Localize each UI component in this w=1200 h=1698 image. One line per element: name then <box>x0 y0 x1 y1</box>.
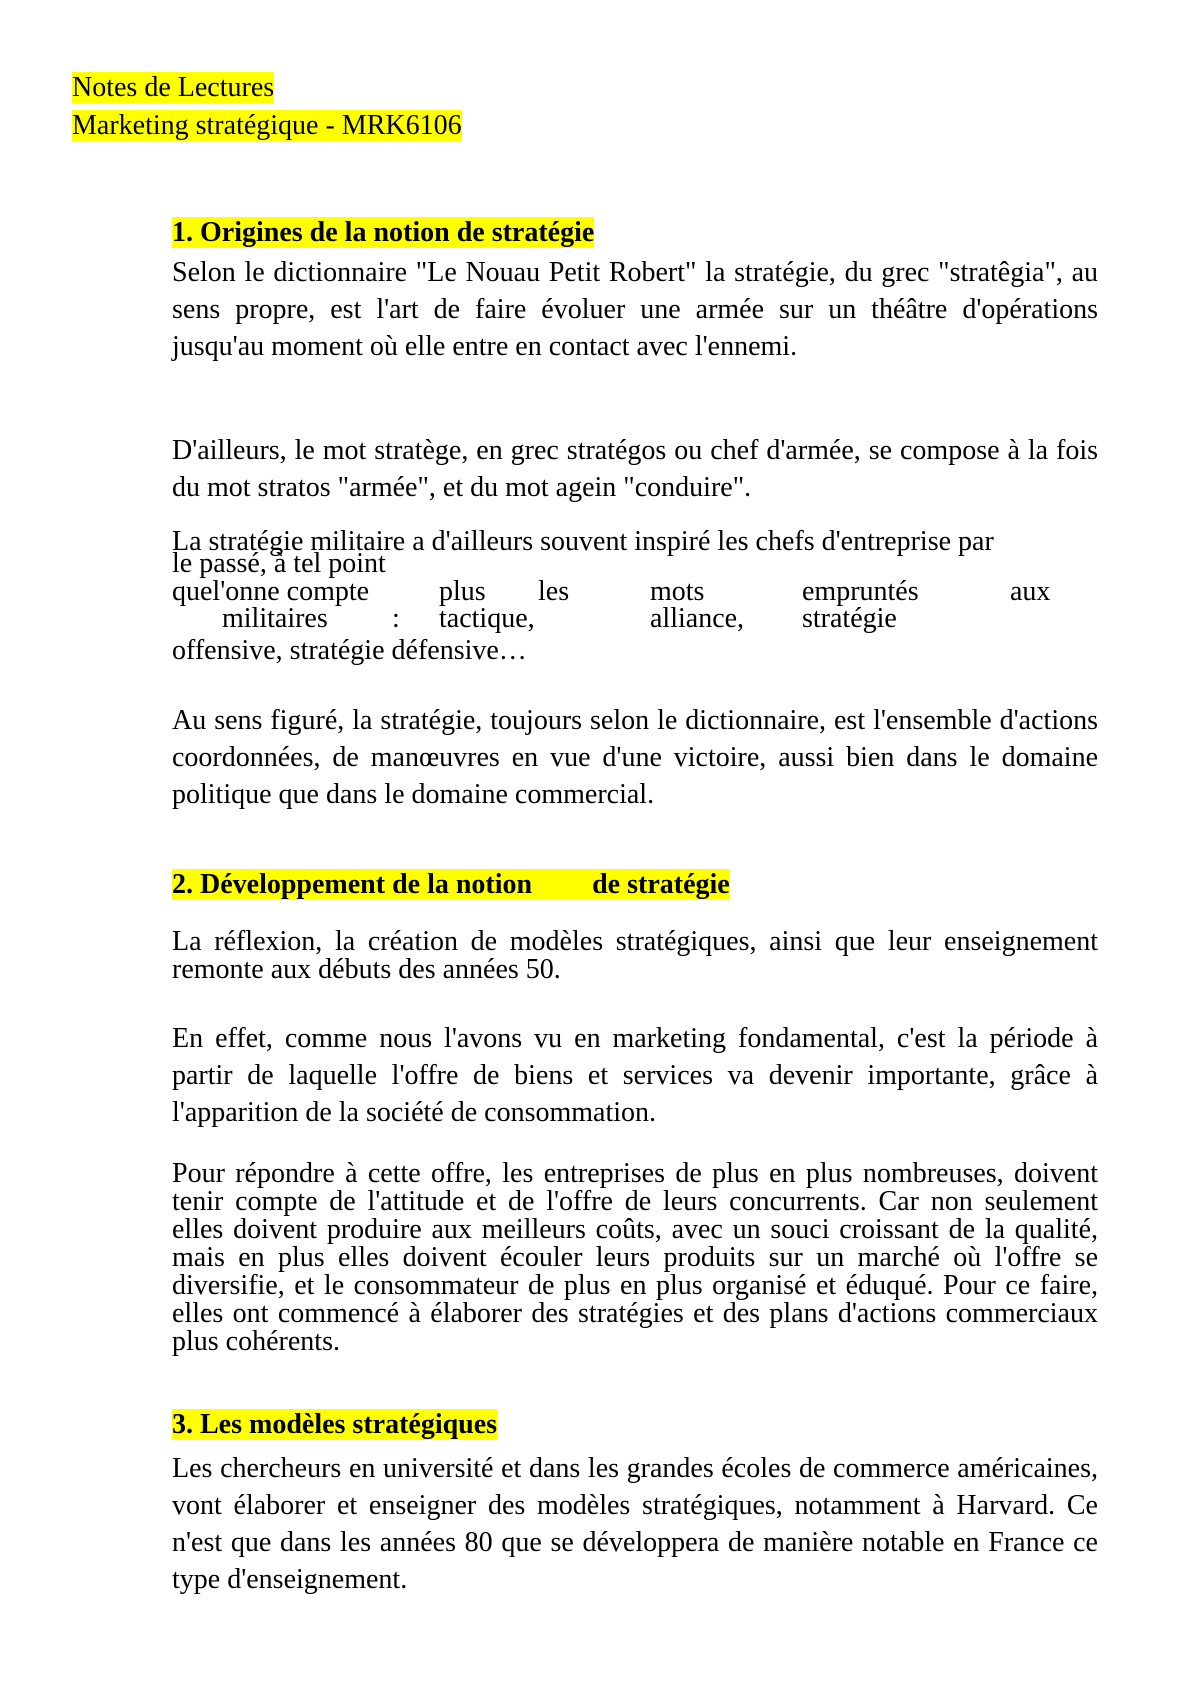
section3-heading <box>172 1406 497 1444</box>
section1-heading-text: 1. Origines de la notion de stratégie <box>172 217 595 248</box>
section1-p1-text: Selon le dictionnaire "Le Nouau Petit Robert" la stratégie, du grec "stratêgia", au sens propre, est l'art de faire évoluer une armée sur un théâtre d'opérations jusqu'au moment où elle entre en contact avec l'ennemi. <box>172 257 1098 362</box>
section2-paragraph-2 <box>172 1020 1098 1131</box>
section2-heading <box>172 866 730 904</box>
section1-p3-word: tactique, <box>439 603 535 634</box>
section2-p2-text: En effet, comme nous l'avons vu en marketing fondamental, c'est la période à partir de laquelle l'offre de biens et services va devenir importante, grâce à l'apparition de la société de consommation. <box>172 1023 1098 1128</box>
section1-paragraph-4 <box>172 702 1098 813</box>
section1-p3-line1: La stratégie militaire a d'ailleurs souvent inspiré les chefs d'entreprise par <box>172 526 994 557</box>
section1-p3-word: mots <box>650 576 705 607</box>
section1-p3-line2: le passé, à tel point <box>172 548 386 579</box>
section3-p1-text: Les chercheurs en université et dans les grandes écoles de commerce américaines, vont élaborer et enseigner des modèles stratégiques, notamment à Harvard. Ce n'est que dans les années 80 que se développera de manière notable en France ce type d'enseignement. <box>172 1453 1098 1595</box>
section2-heading-part1: 2. Développement de la notion <box>172 869 533 900</box>
course-title-text: Marketing stratégique - MRK6106 <box>72 110 462 141</box>
section1-p3-word: les <box>538 576 570 607</box>
doc-title <box>72 68 274 108</box>
section1-p3-word: stratégie <box>802 603 897 634</box>
section2-heading-text <box>172 869 730 900</box>
section2-paragraph-3 <box>172 1160 1098 1356</box>
section1-paragraph-1 <box>172 254 1098 365</box>
section1-p3-word: alliance, <box>650 603 745 634</box>
section3-paragraph-1 <box>172 1450 1098 1598</box>
section3-heading-text: 3. Les modèles stratégiques <box>172 1409 498 1440</box>
section1-p3-word: quel'onne compte <box>172 576 370 607</box>
section1-p3-line5: offensive, stratégie défensive… <box>172 635 527 666</box>
section2-p3-text: Pour répondre à cette offre, les entreprises de plus en plus nombreuses, doivent tenir compte de l'attitude et de l'offre de leurs concurrents. Car non seulement elles doivent produire aux meilleurs coûts, avec un souci croissant de la qualité, mais en plus elles doivent écouler leurs produits sur un marché où l'offre se diversifie, et le consommateur de plus en plus organisé et éduqué. Pour ce faire, elles ont commencé à élaborer des stratégies et des plans d'actions commerciaux plus cohérents. <box>172 1158 1098 1357</box>
section1-heading <box>172 214 594 252</box>
course-title <box>72 106 462 146</box>
section1-p3-word: aux <box>1010 576 1051 607</box>
section2-heading-part2: de stratégie <box>592 869 730 900</box>
section1-p3-word: plus <box>439 576 486 607</box>
section2-paragraph-1 <box>172 928 1098 984</box>
section1-paragraph-2 <box>172 432 1098 506</box>
section1-p3-word: militaires <box>222 603 328 634</box>
section1-p2-text: D'ailleurs, le mot stratège, en grec stratégos ou chef d'armée, se compose à la fois du mot stratos "armée", et du mot agein "conduire". <box>172 435 1098 503</box>
section2-p1-text: La réflexion, la création de modèles stratégiques, ainsi que leur enseignement remonte aux débuts des années 50. <box>172 926 1098 985</box>
section1-p3-word: : <box>392 603 400 634</box>
doc-title-text: Notes de Lectures <box>72 72 275 103</box>
section1-p4-text: Au sens figuré, la stratégie, toujours selon le dictionnaire, est l'ensemble d'actions coordonnées, de manœuvres en vue d'une victoire, aussi bien dans le domaine politique que dans le domaine commercial. <box>172 705 1098 810</box>
section1-p3-word: empruntés <box>802 576 919 607</box>
